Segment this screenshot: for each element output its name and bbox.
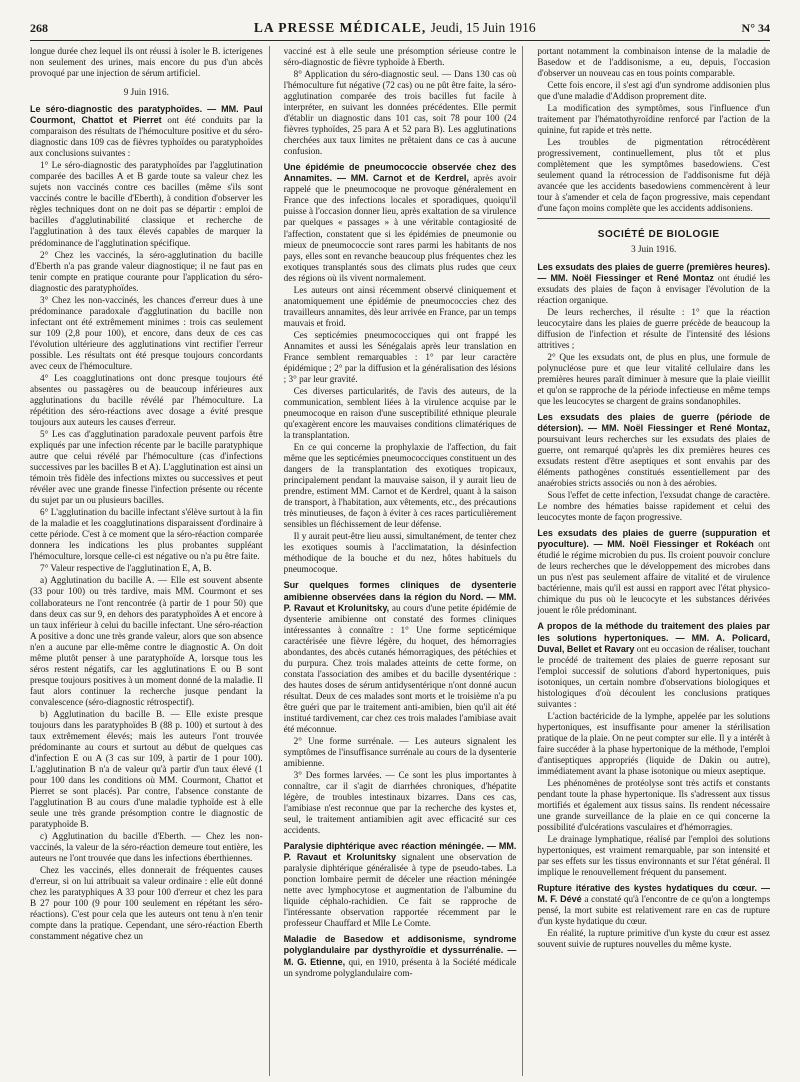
article-text: au cours d'une petite épidémie de dysenterie amibienne ont constaté des formes cliniques intéressantes à connaître : 1° Une forme septicémique caractérisée une fièvre légère, du hoquet, des hémorragies abondantes, des abcès cutanés hémorragiques, des pétéchies et du purpura. Chez trois malades atteints de cette forme, on constata l'association des amibes et du bacille dysentérique : des hautes doses de sérum antidysentérique n'ont donné aucun résultat. Deux de ces malades sont morts et le troisième n'a pu être guéri que par le traitement anti-amibien, bien qu'il ait été institué tardivement, car chez ces trois malades l'amibiase avait été méconnue.	[283, 602, 517, 734]
paragraph: 3° Des formes larvées. — Ce sont les plus importantes à connaître, car il s'agit de diarrhées chroniques, d'hépatite légère, de troubles intestinaux bizarres. Dans ces cas, l'amibiase n'est reconnue que par la recherche des kystes et, seul, le traitement antiamibien agit avec efficacité sur ces accidents.	[283, 770, 517, 836]
paragraph: De leurs recherches, il résulte : 1° que la réaction leucocytaire dans les plaies de guerre précède de beaucoup la diffusion de l'infection et résulte de l'intensité des lésions attritives ;	[537, 306, 771, 350]
column-1	[30, 46, 270, 1076]
session-date: 9 Juin 1916.	[123, 87, 169, 98]
section-divider	[537, 218, 770, 219]
article-heading: Le séro-diagnostic des paratyphoïdes. — MM. Paul Courmont, Chattot et Pierret	[30, 104, 263, 126]
paragraph: Il y aurait peut-être lieu aussi, simultanément, de tenter chez les exotiques soumis à l'acclimatation, la désinfection méthodique de la bouche et du nez, hôtes habituels du pneumocoque.	[283, 531, 517, 575]
column-2	[284, 46, 524, 1076]
paragraph: Les phénomènes de protéolyse sont très actifs et constants pendant toute la phase hypertonique. Ils s'adressent aux tissus mortifiés et également aux tissus sains. Ils rendent nécessaire une grande surveillance de la plaie en ce qui concerne la possibilité d'ulcérations vasculaires et d'hémorragies.	[537, 777, 771, 833]
paragraph: 4° Les coagglutinations ont donc presque toujours été absentes ou passagères ou de beaucoup inférieures aux agglutinations du bacille révélé par l'hémoculture. La répétition des séro-réactions avec dosage a évité presque toujours aux auteurs les causes d'erreur.	[30, 372, 263, 427]
article-text: poursuivant leurs recherches sur les exsudats des plaies de guerre, ont remarqué qu'après les dix premières heures ces exsudats restent d'être aseptiques et sont envahis par des éléments pathogènes constitués essentiellement par des anaérobies stricts associés ou non à des aérobies.	[537, 433, 771, 489]
article-entry	[537, 883, 770, 927]
article-text: ont eu occasion de réaliser, touchant le procédé de traitement des plaies de guerre reposant sur l'emploi successif de solutions d'abord hypertoniques, puis isotoniques, un certain nombre d'observations biologiques et histologiques d'où découlent les conclusions pratiques suivantes :	[537, 643, 771, 709]
section-heading: SOCIÉTÉ DE BIOLOGIE	[597, 229, 720, 241]
paragraph: 2° Chez les vaccinés, la séro-agglutination du bacille d'Eberth n'a pas grande valeur diagnostique; il ne faut pas en tenir compte en pratique courante pour l'application du séro-diagnostic des paratyphoïdes.	[30, 249, 263, 293]
paragraph: 8° Application du séro-diagnostic seul. — Dans 130 cas où l'hémoculture fut négative (72 cas) ou ne pût être faite, la séro-agglutination comparée des trois bacilles fut facile à interpréter, en suivant les données précédentes. Elle permit d'établir un diagnostic dans 101 cas, soit 78 pour 100 (24 fièvres typhoïdes, 25 para A et 52 para B). Les agglutinations cherchées aux taux limites ne prêtaient dans ce cas à aucune confusion.	[283, 69, 517, 157]
article-entry	[284, 934, 517, 978]
article-entry	[30, 104, 263, 159]
paragraph: 1° Le séro-diagnostic des paratyphoïdes par l'agglutination comparée des bacilles A et B garde toute sa valeur chez les sujets non vaccinés contre ces bacilles (même s'ils sont vaccinés contre le bacille d'Eberth), à condition d'observer les règles techniques dont on ne doit pas se départir : emploi de bacilles d'agglutinabilité classique et recherche de l'agglutination à des taux élevés capables de marquer la prédominance de l'agglutination spécifique.	[30, 160, 263, 248]
paragraph: 5° Les cas d'agglutination paradoxale peuvent parfois être expliqués par une infection récente par le bacille paratyphique autre que celui révélé par l'hémoculture (cas d'infections successives par les bacilles B et A). L'agglutination est ainsi un témoin très fidèle des infections mixtes ou successives et peut révéler avec une grande finesse l'infection présente ou récente du sujet par un ou plusieurs bacilles.	[30, 429, 263, 506]
journal-name: LA PRESSE MÉDICALE,	[253, 20, 427, 35]
article-heading: Les exsudats des plaies de guerre (suppuration et pyoculture). — MM. Noël Fiessinger et Rokéach	[537, 528, 771, 550]
paragraph: portant notamment la combinaison intense de la maladie de Basedow et de l'addisonisme, a eu, depuis, l'occasion d'observer un nouveau cas en tous points comparable.	[537, 46, 771, 79]
article-heading: Maladie de Basedow et addisonisme, syndrome polyglandulaire par dysthyroïdie et dyssurrénalie. — M. G. Etienne,	[283, 934, 517, 967]
article-heading: Paralysie diphtérique avec réaction méningée. — MM. P. Ravaut et Krolunitsky	[283, 841, 517, 863]
paragraph: 7° Valeur respective de l'agglutination E, A, B.	[40, 563, 212, 574]
article-heading: Les exsudats des plaies de guerre (période de détersion). — MM. Noël Fiessinger et René Montaz,	[537, 411, 771, 433]
paragraph: Ces septicémies pneumococciques qui ont frappé les Annamites et aussi les Sénégalais après leur translation en France semblent remarquables : 1° par leur caractère épidémique ; 2° par la diffusion et la généralisation des lésions ; 3° par leur gravité.	[283, 329, 517, 384]
paragraph: Ces diverses particularités, de l'avis des auteurs, de la communication, semblent liées à la virulence acquise par le pneumocoque en raison d'une susceptibilité ethnique pleurale qu'exagèrent encore les mauvaises conditions climatériques de la transplantation.	[283, 385, 517, 441]
article-heading: Sur quelques formes cliniques de dysenterie amibienne observées dans la région du Nord. — MM. P. Ravaut et Krolunitsky,	[283, 580, 517, 613]
paragraph: Les auteurs ont ainsi récemment observé cliniquement et anatomiquement une épidémie de pneumococcies chez des travailleurs annamites, dès leur arrivée en France, par un temps mauvais et froid.	[283, 284, 517, 328]
page-header	[30, 16, 770, 41]
paragraph: La modification des symptômes, sous l'influence d'un traitement par l'hématothyroïdine renforcé par l'action de la quinine, fut rapide et très nette.	[537, 103, 771, 136]
paragraph: 6° L'agglutination du bacille infectant s'élève surtout à la fin de la maladie et les coagglutinations disparaissent d'ordinaire à cette période. C'est à ce moment que la séro-réaction comparée donnera les indications les plus probantes suppléant l'hémoculture, lorsque celle-ci est négative ou n'a pu être faite.	[30, 507, 263, 562]
paragraph: Sous l'effet de cette infection, l'exsudat change de caractère. Le nombre des hématies baisse rapidement et celui des leucocytes monte de façon progressive.	[537, 490, 771, 523]
issue-number: N° 34	[741, 20, 770, 35]
paragraph: En réalité, la rupture primitive d'un kyste du cœur est assez souvent suivie de ruptures nouvelles du même kyste.	[537, 928, 771, 950]
article-text: signalent une observation de paralysie diphtérique généralisée à type de pseudo-tabes. La ponction lombaire permit de déceler une réaction méningée nette avec lymphocytose et augmentation de l'albumine du liquide céphalo-rachidien. Ce fait se rapproche de l'intéressante observation rapportée récemment par le professeur Chauffard et Mlle Le Comte.	[283, 852, 517, 929]
article-heading: A propos de la méthode du traitement des plaies par les solutions hypertoniques. — MM. A. Policard, Duval, Bellet et Ravary	[537, 621, 771, 654]
column-3	[537, 46, 770, 1076]
article-entry	[284, 580, 517, 734]
article-entry	[284, 162, 517, 283]
paragraph: L'action bactéricide de la lymphe, appelée par les solutions hypertoniques, est insuffisante pour amener la stérilisation pratique de la plaie. On ne peut compter sur elle. Il y a intérêt à faire succéder à la phase hypertonique de la méthode, l'emploi d'antiseptiques appropriés (liquide de Dakin ou autre), immédiatement avant la phase isotonique ou mieux aseptique.	[537, 710, 771, 776]
page-number: 268	[30, 20, 48, 35]
article-text: qui, en 1910, présenta à la Société médicale un syndrome polyglandulaire com-	[283, 956, 517, 978]
paragraph: Le drainage lymphatique, réalisé par l'emploi des solutions hypertoniques, est vraiment remarquable, par son intensité et par ses effets sur les tissus environnants et sur l'état général. Il implique le renouvellement fréquent du pansement.	[537, 834, 771, 878]
paragraph: vacciné est à elle seule une présomption sérieuse contre le séro-diagnostic de fièvre typhoïde à Eberth.	[283, 46, 517, 68]
paragraph: longue durée chez lequel ils ont réussi à isoler le B. icterigenes non seulement des urines, mais encore du pus d'un abcès provoqué par une injection de sérum artificiel.	[30, 46, 263, 79]
paragraph: Chez les vaccinés, elles donnerait de fréquentes causes d'erreur, si on lui attribuait sa valeur ordinaire : elle eût donné chez les paratyphiques A 33 pour 100 d'erreur et chez les para B 27 pour 100 (9 pour 100 seulement en répétant les séro-réactions). C'est pour cela que les auteurs ont tenu à n'en tenir compte dans la pratique. Cependant, une séro-réaction Eberth constamment négative chez un	[30, 865, 263, 942]
article-heading: Une épidémie de pneumococcie observée chez des Annamites. — MM. Carnot et de Kerdrel,	[283, 162, 517, 184]
section-date: 3 Juin 1916.	[631, 244, 677, 255]
article-entry	[537, 528, 770, 616]
paragraph: a) Agglutination du bacille A. — Elle est souvent absente (33 pour 100) ou très tardive, mais MM. Courmont et ses collaborateurs ne l'ont rencontrée (à partir de 1 pour 50) que dans deux cas sur 9, en dehors des paratyphoïdes A et encore à un taux inférieur à celui du bacille infectant. Une séro-réaction A positive a donc une très grande valeur, alors que son absence n'en a aucune par elle-même contre le diagnostic A. On doit même plutôt penser à une paratyphoïde A, lorsque tous les séros restent négatifs, car les agglutinations E ou B sont presque toujours positives à un moment donné de la maladie. Il faut alors continuer la recherche jusque pendant la convalescence (séro-diagnostic rétrospectif).	[30, 575, 263, 707]
article-text: ont étudié le régime microbien du pus. Ils croient pouvoir conclure de leurs recherches que le développement des microbes dans un pus n'est pas seulement affaire de vitalité et de virulence bactérienne, mais qu'il est aussi en rapport avec l'état physico-chimique du pus où le leucocyte et les substances dérivées jouent le rôle prédominant.	[537, 539, 771, 616]
article-entry	[537, 262, 770, 306]
paragraph: 2° Une forme surrénale. — Les auteurs signalent les symptômes de l'insuffisance surrénale au cours de la dysenterie amibienne.	[283, 735, 517, 768]
paragraph: En ce qui concerne la prophylaxie de l'affection, du fait même que les septicémies pneumococciques constituent un des dangers de la transplantation des exotiques tropicaux, principalement pendant la mauvaise saison, il y aurait lieu de prendre, estiment MM. Carnot et de Kerdrel, quant à la saison de transport, à l'habitation, aux vêtements, etc., des précautions très minutieuses, de façon à éviter à ces races particulièrement sensibles un fléchissement de leur défense.	[283, 442, 517, 530]
paragraph: Les troubles de pigmentation rétrocédèrent progressivement, continuellement, plus tôt et plus complètement que les symptômes basedowiens. C'est seulement quand la rétrocession de l'addisonisme fut déjà avancée que les accidents basedowiens commencèrent à leur tour à s'amender et cela de façon progressive, mais cependant d'une façon moins complète que les accidents addisoniens.	[537, 137, 771, 214]
issue-date: Jeudi, 15 Juin 1916	[430, 20, 536, 35]
paragraph: 3° Chez les non-vaccinés, les chances d'erreur dues à une prédominance paradoxale d'agglutination du bacille non infectant ont été extrêmement minimes : trois cas seulement sur 109 (2,8 pour 100), et encore, dans deux de ces cas l'évolution ultérieure des agglutinations vint rectifier l'erreur possible. Les résultats ont été presque toujours concordants avec ceux de l'hémoculture.	[30, 294, 263, 371]
article-text: après avoir rappelé que le pneumocoque ne provoque généralement en France que des infections locales et sporadiques, quoiqu'il puisse à l'occasion donner lieu, après exaltation de sa virulence par quelques « passages » à une véritable contagiosité de l'affection, constatent que si les épidémies de pneumonie ou mieux de pneumococcie sont rares parmi les habitants de nos pays, elles sont en revanche beaucoup plus fréquentes chez les exotiques transplantés sous des climats plus rudes que ceux des régions où ils vivent normalement.	[283, 173, 517, 283]
paragraph: Cette fois encore, il s'est agi d'un syndrome addisonien plus que d'une maladie d'Addison proprement dite.	[537, 80, 771, 102]
article-entry	[284, 841, 517, 929]
article-text: ont étudié les exsudats des plaies de façon à envisager l'évolution de la réaction organique.	[537, 272, 771, 305]
paragraph: c) Agglutination du bacille d'Eberth. — Chez les non-vaccinés, la valeur de la séro-réaction demeure tout entière, les auteurs ne l'ont trouvée que dans les infections éberthiennes.	[30, 831, 263, 864]
article-heading: Les exsudats des plaies de guerre (premières heures). — MM. Noël Fiessinger et René Montaz	[537, 261, 771, 283]
article-entry	[537, 412, 770, 489]
article-heading: Rupture itérative des kystes hydatiques du cœur. — M. F. Dévé	[537, 883, 771, 905]
journal-title	[254, 20, 536, 36]
article-text: a constaté qu'à l'encontre de ce qu'on a longtemps pensé, la mort subite est relativement rare en cas de rupture d'un kyste hydatique du cœur.	[537, 894, 771, 927]
article-text: ont été conduits par la comparaison des résultats de l'hémoculture positive et du séro-diagnostic dans 109 cas de fièvres typhoïdes ou paratyphoïdes aux conclusions suivantes :	[30, 115, 263, 159]
paragraph: b) Agglutination du bacille B. — Elle existe presque toujours dans les paratyphoïdes B (88 p. 100) et surtout à des taux extrêmement élevés; mais les auteurs l'ont trouvée prédominante au cours et surtout au début de quelques cas d'infection E ou A (3 cas sur 109, à partir de 1 pour 100). L'agglutination B n'a de valeur qu'à partir d'un taux élevé (1 pour 100 dans les conditions où MM. Courmont, Chattot et Pierret se sont placés). Par contre, l'absence constante de l'agglutination B au cours d'une maladie typhoïde est à elle seule une très grande présomption contre le diagnostic de paratyphoïde B.	[30, 708, 263, 830]
article-columns	[30, 46, 770, 1076]
article-entry	[537, 621, 770, 709]
paragraph: 2° Que les exsudats ont, de plus en plus, une formule de polynucléose pure et que leur vitalité cellulaire dans les premières heures paraît diminuer à mesure que la plaie vieillit et qu'on se rapproche de la période infectieuse en même temps que les leucocytes se chargent de grains sondanophiles.	[537, 351, 771, 406]
